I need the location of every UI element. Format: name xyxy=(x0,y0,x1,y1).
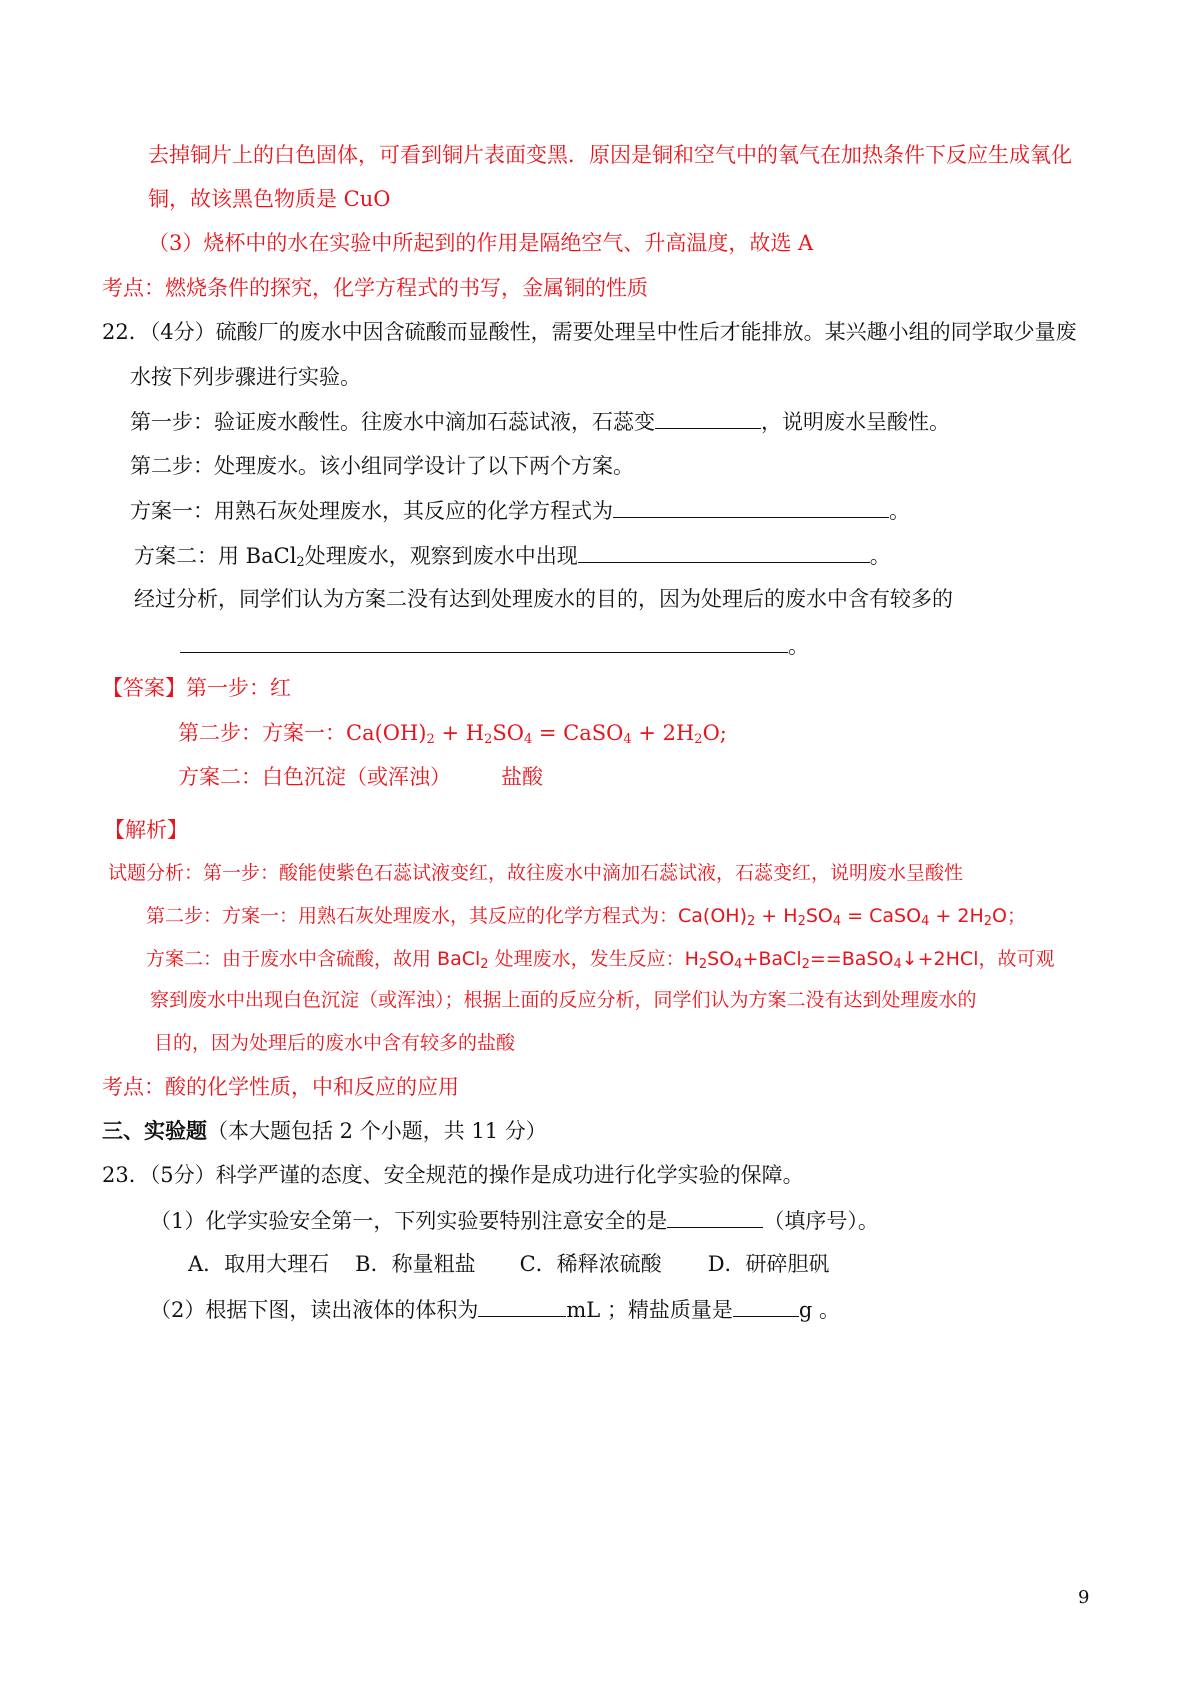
jiexi-eq-part: SO xyxy=(707,948,735,970)
prev-kaodian: 考点：燃烧条件的探究，化学方程式的书写，金属铜的性质 xyxy=(102,276,648,300)
q23-sub2-unit2: g 。 xyxy=(798,1298,841,1322)
q23-option-c[interactable]: C．稀释浓硫酸 xyxy=(519,1252,662,1276)
q23-option-b[interactable]: B．称量粗盐 xyxy=(355,1252,476,1276)
answer-eq-sub: 2 xyxy=(426,732,435,747)
answer-eq-part: + H xyxy=(434,721,485,745)
answer-eq-part: SO xyxy=(492,721,524,745)
q22-plan2-text: 方案二：用 BaCl xyxy=(134,544,297,568)
jiexi-line-3 xyxy=(146,944,1054,974)
q23-mass-blank[interactable] xyxy=(733,1294,799,1317)
answer-eq-sub: 4 xyxy=(623,732,632,747)
q22-plan1-post: 。 xyxy=(889,499,910,523)
jiexi-eq-sub: 4 xyxy=(832,914,842,929)
jiexi-eq-sub: 2 xyxy=(797,914,806,929)
section3-heading xyxy=(102,1116,547,1146)
section3-title: 三、实验题 xyxy=(102,1118,207,1143)
q23-sub2-unit1: mL ；精盐质量是 xyxy=(566,1298,733,1322)
jiexi-line-1: 试题分析：第一步：酸能使紫色石蕊试液变红，故往废水中滴加石蕊试液，石蕊变红，说明废水呈酸性 xyxy=(108,862,964,884)
answer-line-2 xyxy=(178,718,727,748)
section3-note: （本大题包括 2 个小题，共 11 分） xyxy=(207,1119,547,1143)
answer-eq-sub: 2 xyxy=(484,732,493,747)
answer-line-1 xyxy=(102,673,291,703)
jiexi-eq-part: ↓+2HCl，故可观 xyxy=(901,948,1055,970)
jiexi-eq-part: 第二步：方案一：用熟石灰处理废水，其反应的化学方程式为：Ca(OH) xyxy=(146,905,747,927)
jiexi-eq-part: SO xyxy=(805,905,833,927)
jiexi-eq-sub: 2 xyxy=(746,914,756,929)
q23-option-d[interactable]: D．研碎胆矾 xyxy=(707,1252,830,1276)
q22-analysis: 经过分析，同学们认为方案二没有达到处理废水的目的，因为处理后的废水中含有较多的 xyxy=(134,587,953,611)
q23-sub2 xyxy=(150,1294,840,1325)
jiexi-line-5: 目的，因为处理后的废水中含有较多的盐酸 xyxy=(154,1032,516,1054)
answer-eq-part: O; xyxy=(702,721,727,745)
jiexi-eq-sub: 4 xyxy=(921,914,930,929)
q22-line-1: 22．（4分）硫酸厂的废水中因含硫酸而显酸性，需要处理呈中性后才能排放。某兴趣小组的同学取少量废 xyxy=(102,320,1077,344)
q22-step1-blank[interactable] xyxy=(655,406,761,429)
q23-options xyxy=(188,1249,830,1279)
q23-sub1-blank[interactable] xyxy=(667,1205,763,1228)
jiexi-eq-sub: 2 xyxy=(480,957,489,972)
answer-eq-part: Ca(OH) xyxy=(346,721,427,745)
answer-tag: 【答案】 xyxy=(102,676,186,700)
answer-eq-part: + 2H xyxy=(631,721,695,745)
answer-eq-part: = CaSO xyxy=(532,721,624,745)
jiexi-eq-part: = CaSO xyxy=(841,905,922,927)
q22-step1 xyxy=(130,406,950,437)
jiexi-eq-part: O； xyxy=(992,905,1026,927)
jiexi-eq-part: ==BaSO xyxy=(809,948,894,970)
prev-analysis-line-1: 去掉铜片上的白色固体，可看到铜片表面变黑．原因是铜和空气中的氧气在加热条件下反应生成氧化 xyxy=(148,143,1072,167)
q23-sub1-post: （填序号）。 xyxy=(763,1209,879,1233)
answer-eq-sub: 2 xyxy=(694,732,703,747)
jiexi-line-4: 察到废水中出现白色沉淀（或浑浊）；根据上面的反应分析，同学们认为方案二没有达到处理废水的 xyxy=(150,989,977,1011)
jiexi-eq-sub: 2 xyxy=(983,914,993,929)
q23-volume-blank[interactable] xyxy=(478,1294,566,1317)
q22-analysis-end: 。 xyxy=(788,634,809,658)
q22-plan1 xyxy=(130,495,910,526)
q22-plan2-sub: 2 xyxy=(296,555,305,570)
jiexi-eq-part: + H xyxy=(755,905,798,927)
jiexi-eq-sub: 2 xyxy=(801,957,810,972)
jiexi-eq-sub: 4 xyxy=(893,957,902,972)
jiexi-eq-part: 方案二：由于废水中含硫酸，故用 BaCl xyxy=(146,948,481,970)
page-number: 9 xyxy=(1078,1587,1090,1608)
q22-plan2-mid: 处理废水，观察到废水中出现 xyxy=(304,544,578,568)
q22-step2: 第二步：处理废水。该小组同学设计了以下两个方案。 xyxy=(130,454,634,478)
jiexi-tag: 【解析】 xyxy=(104,818,188,842)
jiexi-eq-part: +BaCl xyxy=(742,948,802,970)
q23-sub1-text: （1）化学实验安全第一，下列实验要特别注意安全的是 xyxy=(150,1209,668,1233)
q22-plan1-text: 方案一：用熟石灰处理废水，其反应的化学方程式为 xyxy=(130,499,613,523)
q22-line-2: 水按下列步骤进行实验。 xyxy=(130,365,361,389)
jiexi-eq-sub: 2 xyxy=(698,957,708,972)
q23-line-1: 23．（5分）科学严谨的态度、安全规范的操作是成功进行化学实验的保障。 xyxy=(102,1163,804,1187)
answer-line-3 xyxy=(178,762,543,792)
q22-step1-text: 第一步：验证废水酸性。往废水中滴加石蕊试液，石蕊变 xyxy=(130,410,655,434)
q23-sub1 xyxy=(150,1205,879,1236)
answer-step1: 第一步：红 xyxy=(186,676,291,700)
q22-plan2-post: 。 xyxy=(869,544,891,568)
jiexi-eq-part: 处理废水，发生反应：H xyxy=(488,948,699,970)
answer-eq-sub: 4 xyxy=(523,732,533,747)
answer-plan2: 方案二：白色沉淀（或浑浊） xyxy=(178,765,451,789)
prev-analysis-line-2: 铜，故该黑色物质是 CuO xyxy=(148,187,391,211)
q23-sub2-text: （2）根据下图，读出液体的体积为 xyxy=(150,1298,479,1322)
q22-analysis-blank-line xyxy=(180,630,809,661)
q22-plan2-blank[interactable] xyxy=(578,540,870,563)
q22-plan2 xyxy=(134,540,891,571)
prev-analysis-line-3: （3）烧杯中的水在实验中所起到的作用是隔绝空气、升高温度，故选 A xyxy=(148,231,814,255)
q22-analysis-blank[interactable] xyxy=(180,630,788,653)
jiexi-eq-part: + 2H xyxy=(929,905,984,927)
q22-step1-post: ，说明废水呈酸性。 xyxy=(761,410,950,434)
q23-option-a[interactable]: A．取用大理石 xyxy=(188,1252,330,1276)
jiexi-eq-sub: 4 xyxy=(734,957,743,972)
answer-step2-label: 第二步：方案一： xyxy=(178,721,346,745)
q22-plan1-blank[interactable] xyxy=(613,495,889,518)
jiexi-line-2 xyxy=(146,901,1026,931)
jiexi-kaodian: 考点：酸的化学性质，中和反应的应用 xyxy=(102,1075,459,1099)
answer-acid: 盐酸 xyxy=(501,765,543,789)
